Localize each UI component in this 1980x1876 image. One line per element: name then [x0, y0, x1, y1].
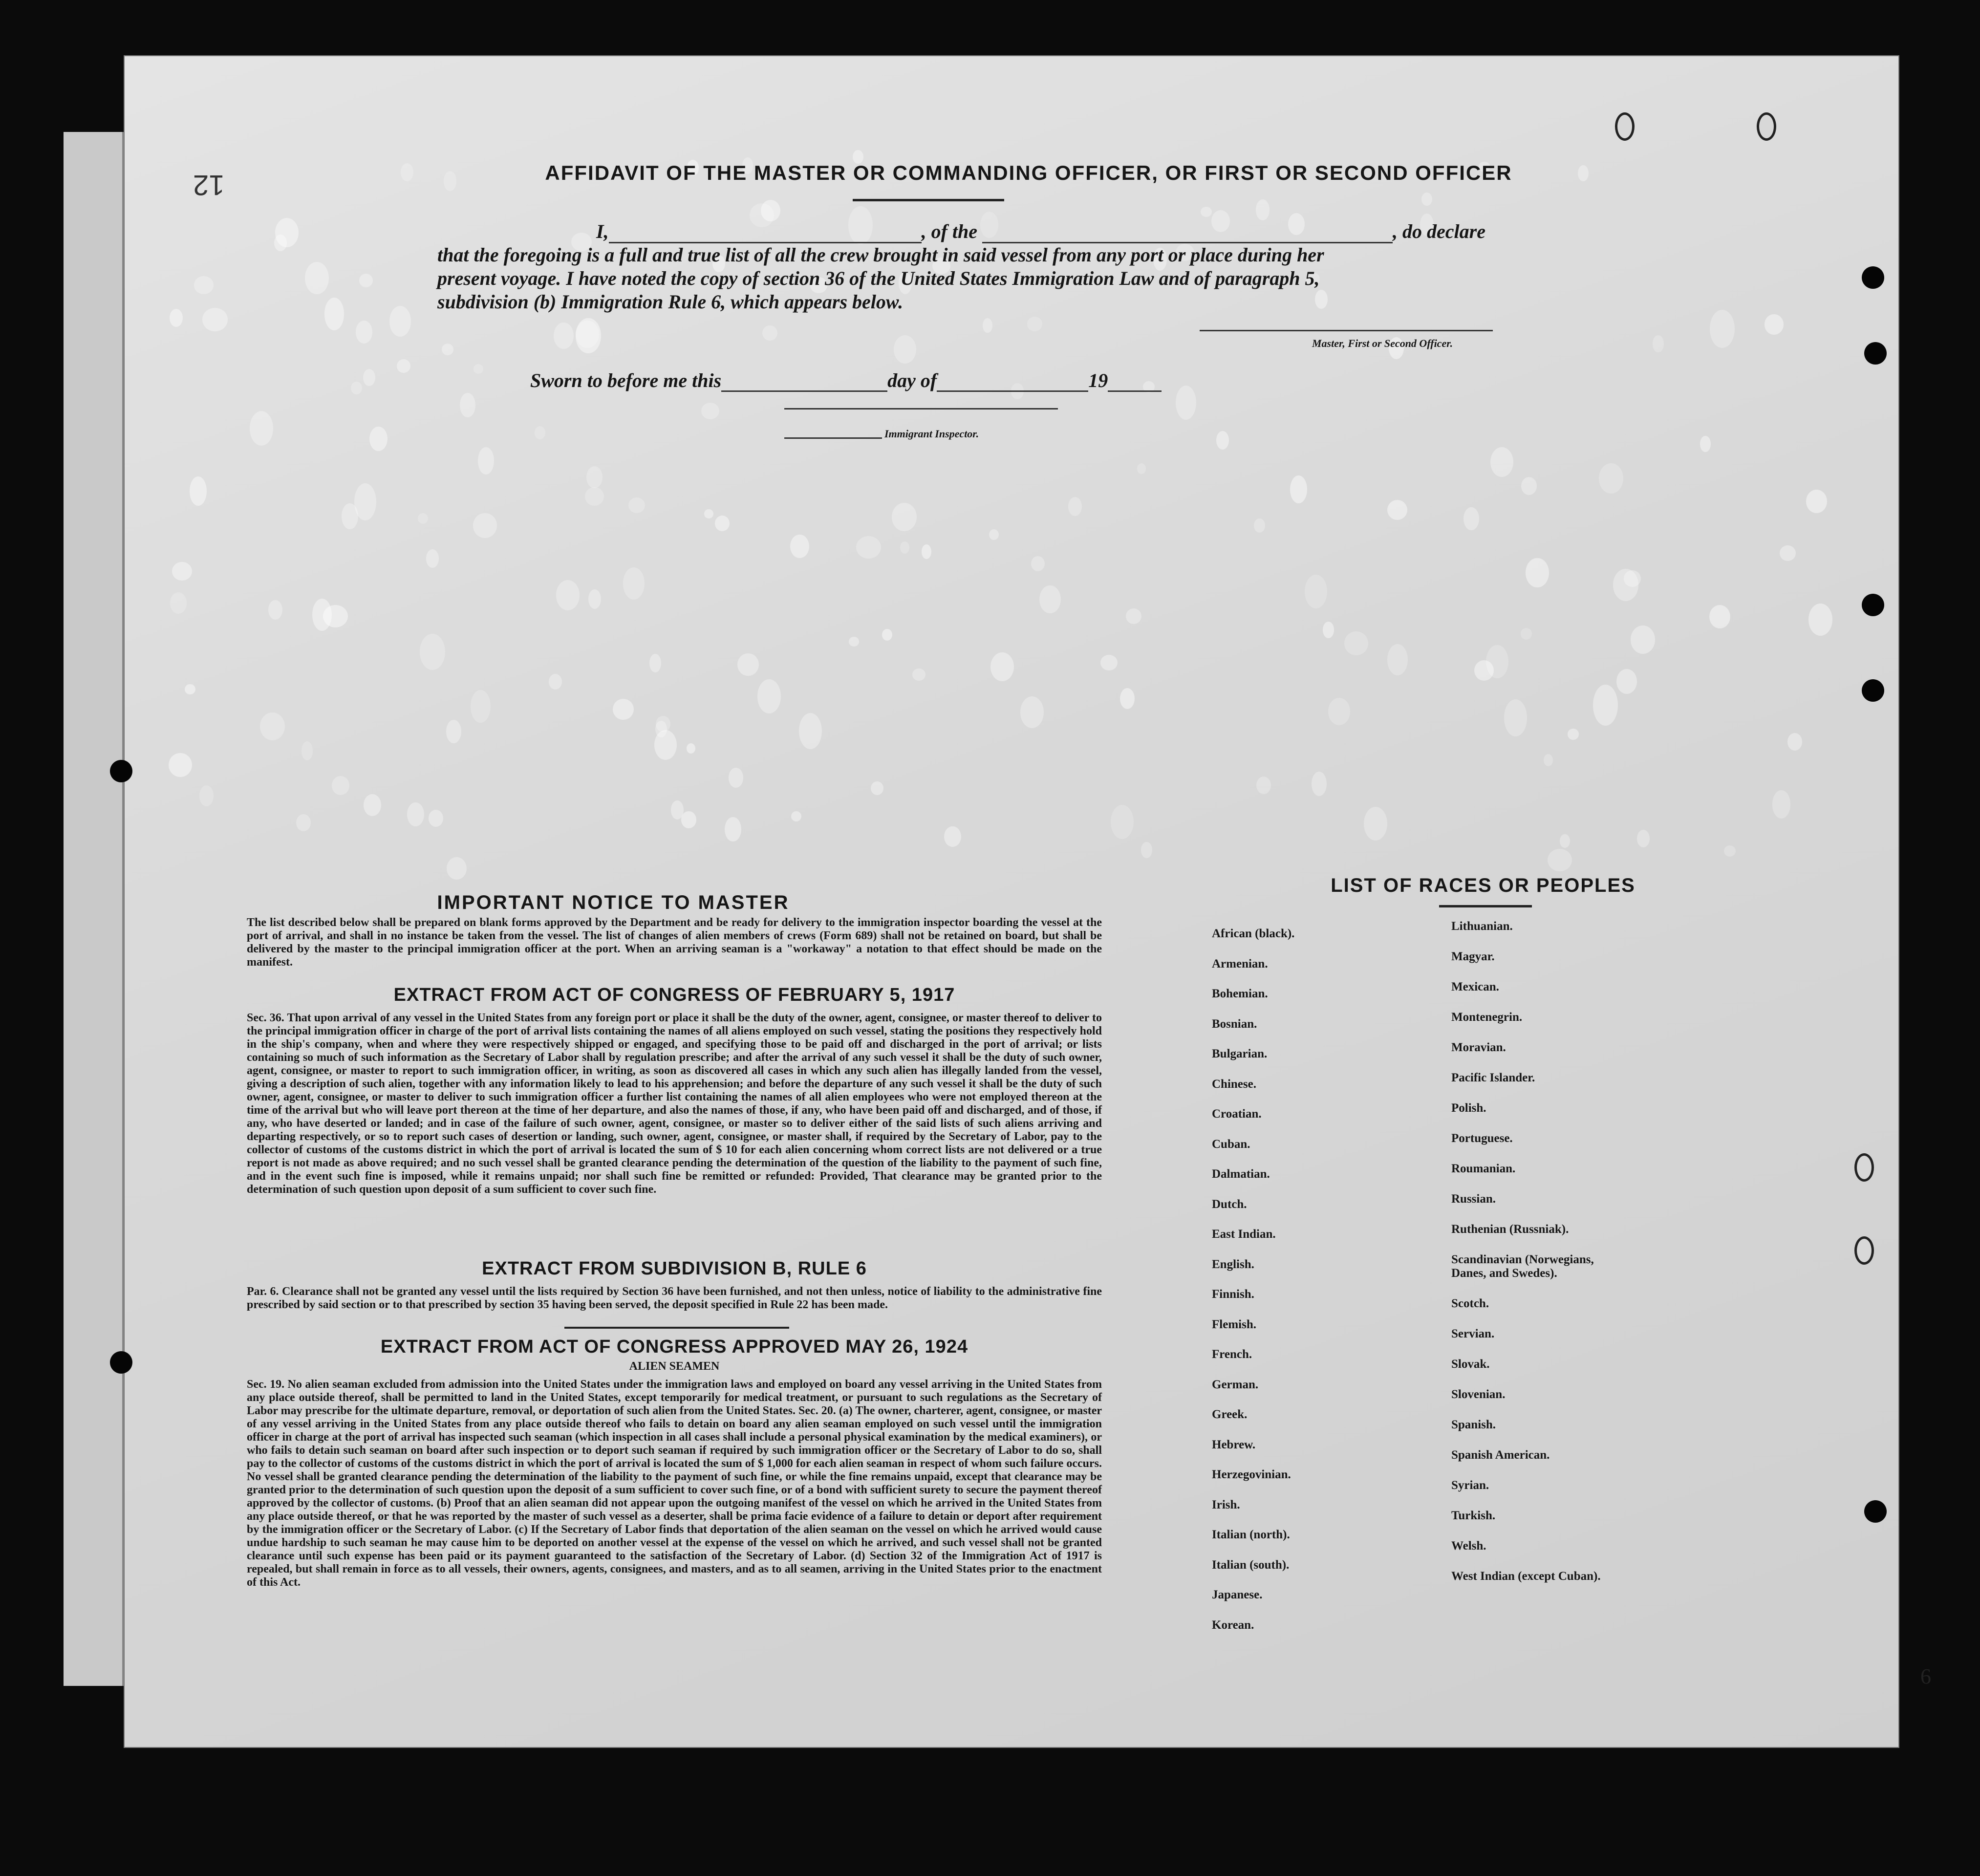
decl-line-2: that the foregoing is a full and true list of all the crew brought in said vessel from any port or place during her	[437, 244, 1324, 266]
microfilm-spot	[1526, 558, 1549, 588]
microfilm-spot	[444, 171, 456, 191]
microfilm-spot	[1387, 644, 1408, 675]
microfilm-spot	[359, 274, 373, 287]
race-item: Montenegrin.	[1451, 1011, 1523, 1024]
microfilm-spot	[894, 335, 917, 364]
microfilm-spot	[799, 713, 822, 749]
notice-body: The list described below shall be prepared on blank forms approved by the Department and be ready for delivery to the immigration inspector boarding the vessel at the port of arrival, and shall in no instance be taken from the vessel. The list of changes of alien members of crews (Form 689) shall not be retained on board, but shall be delivered by the master to the principal immigration officer at the port. When an arriving seaman is a "workaway" a notation to that effect should be made on the manifest.	[247, 916, 1102, 969]
race-item: Greek.	[1212, 1408, 1248, 1421]
race-item: Finnish.	[1212, 1288, 1254, 1301]
microfilm-spot	[172, 562, 192, 581]
microfilm-spot	[389, 306, 411, 336]
microfilm-spot	[1486, 645, 1508, 678]
manifest-back-sheet	[125, 56, 1931, 1747]
race-item: Cuban.	[1212, 1137, 1250, 1151]
microfilm-spot	[473, 364, 484, 374]
microfilm-spot	[420, 634, 445, 670]
microfilm-spot	[1772, 790, 1791, 818]
microfilm-spot	[588, 589, 602, 609]
microfilm-spot	[900, 541, 909, 554]
race-item: Turkish.	[1451, 1509, 1496, 1522]
microfilm-spot	[1463, 507, 1479, 530]
inspector-signature-line[interactable]	[784, 408, 1058, 410]
microfilm-spot	[1787, 733, 1802, 750]
microfilm-spot	[762, 325, 777, 341]
race-item: West Indian (except Cuban).	[1451, 1570, 1601, 1583]
ring-hole	[1854, 1236, 1874, 1265]
race-item: Spanish American.	[1451, 1448, 1550, 1462]
race-item: Armenian.	[1212, 957, 1268, 970]
microfilm-spot	[426, 549, 439, 567]
microfilm-spot	[556, 580, 580, 610]
microfilm-spot	[989, 529, 999, 540]
microfilm-spot	[1521, 628, 1532, 640]
sworn-month-blank[interactable]	[937, 373, 1088, 392]
race-item: English.	[1212, 1257, 1254, 1271]
microfilm-spot	[912, 668, 926, 681]
microfilm-spot	[1254, 518, 1265, 533]
microfilm-spot	[1126, 608, 1141, 624]
microfilm-spot	[1700, 436, 1710, 452]
microfilm-spot	[275, 218, 299, 247]
decl-of-the: , of the	[921, 220, 978, 242]
microfilm-spot	[1328, 698, 1350, 725]
microfilm-spot	[354, 483, 376, 520]
microfilm-spot	[586, 466, 602, 488]
microfilm-spot	[790, 535, 809, 558]
microfilm-spot	[990, 652, 1014, 681]
microfilm-spot	[871, 781, 883, 795]
extract-1917-title: EXTRACT FROM ACT OF CONGRESS OF FEBRUARY 5, 1917	[393, 985, 955, 1005]
underlying-page-number: 12	[193, 169, 225, 201]
microfilm-spot	[1568, 729, 1579, 739]
microfilm-spot	[296, 814, 311, 831]
microfilm-spot	[849, 637, 859, 647]
race-item: Croatian.	[1212, 1107, 1262, 1121]
race-item: Spanish.	[1451, 1418, 1496, 1431]
microfilm-spot	[1808, 604, 1832, 636]
race-item: Slovenian.	[1451, 1388, 1506, 1401]
microfilm-spot	[1031, 556, 1045, 571]
microfilm-spot	[1599, 463, 1623, 494]
microfilm-spot	[1305, 575, 1327, 608]
race-item: Russian.	[1451, 1192, 1496, 1206]
microfilm-spot	[324, 298, 344, 330]
microfilm-spot	[1637, 830, 1650, 847]
ring-hole	[1757, 112, 1776, 141]
race-item: Hebrew.	[1212, 1438, 1256, 1451]
microfilm-spot	[268, 600, 282, 620]
microfilm-spot	[199, 785, 214, 806]
decl-line-4: subdivision (b) Immigration Rule 6, which appears below.	[437, 291, 904, 313]
microfilm-spot	[397, 359, 410, 373]
microfilm-spot	[1176, 386, 1196, 420]
microfilm-spot	[554, 323, 574, 349]
affidavit-title-rule	[853, 199, 1004, 201]
race-item: German.	[1212, 1378, 1259, 1391]
race-item: Scotch.	[1451, 1297, 1489, 1310]
affidavit-declaration	[437, 220, 1537, 314]
microfilm-spot	[1765, 314, 1784, 335]
decl-do-declare: , do declare	[1393, 220, 1485, 242]
race-item: Polish.	[1451, 1101, 1486, 1115]
extract-1917-body: Sec. 36. That upon arrival of any vessel in the United States from any foreign port or place it shall be the duty of the owner, agent, consignee, or master thereof to deliver to the principal immigration officer in charge of the port of arrival lists containing the names of all aliens employed on such vessel, stating the positions they respectively hold in the ship's company, when and where they were respectively shipped or engaged, and specifying those to be paid off and discharged in the port of arrival; or lists containing so much of such information as the Secretary of Labor shall by regulation prescribe; and after the arrival of any such vessel it shall be the duty of such owner, agent, consignee, or master to report to such immigration officer, in writing, as soon as discovered all cases in which any such alien has illegally landed from the vessel, giving a description of such alien, together with any information likely to lead to his apprehension; and before the departure of any such vessel it shall be the duty of such owner, agent, consignee, or master to deliver to such immigration officer a further list containing the names of all alien employees who were not employed thereon at the time of the arrival but who will leave port thereon at the time of her departure, and also the names of those, if any, who have been paid off and discharged, and of those, if any, who have deserted or landed; and in case of the failure of such owner, agent, consignee, or master so to deliver either of the said lists of such aliens arriving and departing respectively, or so to report such cases of desertion or landing, such owner, agent, consignee, or master shall, if required by the Secretary of Labor, pay to the collector of customs of the customs district in which the port of arrival is located the sum of $ 10 for each alien concerning whom correct lists are not delivered or a true report is not made as above required; and no such vessel shall be granted clearance pending the determination of the question of the liability to the payment of such fine, and in the event such fine is imposed, while it remains unpaid; nor shall such fine be remitted or refunded: Provided, That clearance may be granted prior to the determination of such question upon deposit of a sum sufficient to cover such fine.	[247, 1012, 1102, 1196]
race-item: Dutch.	[1212, 1197, 1247, 1211]
microfilm-spot	[613, 699, 634, 720]
microfilm-spot	[628, 497, 646, 514]
ring-hole	[1854, 1153, 1874, 1182]
race-item: Japanese.	[1212, 1588, 1263, 1601]
binding-hole	[1864, 1500, 1887, 1523]
microfilm-spot	[471, 690, 491, 723]
underlying-page-edge	[64, 132, 124, 1686]
microfilm-spot	[364, 794, 381, 816]
microfilm-spot	[351, 382, 362, 395]
microfilm-spot	[190, 476, 207, 506]
microfilm-spot	[1120, 688, 1135, 709]
microfilm-spot	[473, 513, 497, 538]
race-item: Italian (north).	[1212, 1528, 1290, 1541]
microfilm-spot	[649, 654, 661, 672]
extract-1924-subtitle: ALIEN SEAMEN	[629, 1360, 720, 1373]
sworn-year-blank[interactable]	[1108, 373, 1162, 392]
microfilm-spot	[1560, 834, 1570, 848]
sworn-text: Sworn to before me this	[530, 369, 722, 391]
ring-hole	[1615, 112, 1635, 141]
microfilm-spot	[447, 857, 467, 880]
race-item: Korean.	[1212, 1618, 1254, 1632]
microfilm-spot	[401, 163, 414, 181]
race-item: African (black).	[1212, 927, 1295, 940]
race-item: Ruthenian (Russniak).	[1451, 1223, 1569, 1236]
microfilm-spot	[1039, 585, 1060, 613]
microfilm-spot	[681, 811, 696, 828]
affidavit-title: AFFIDAVIT OF THE MASTER OR COMMANDING OFFICER, OR FIRST OR SECOND OFFICER	[545, 161, 1512, 184]
section-divider	[564, 1327, 789, 1329]
microfilm-spot	[1504, 699, 1527, 736]
microfilm-spot	[418, 513, 428, 524]
microfilm-spot	[305, 262, 328, 294]
microfilm-spot	[654, 730, 677, 760]
sworn-day-blank[interactable]	[721, 373, 887, 392]
microfilm-spot	[791, 811, 801, 821]
decl-line-3: present voyage. I have noted the copy of section 36 of the United States Immigration Law and of paragraph 5,	[437, 267, 1320, 289]
sworn-day-of: day of	[887, 369, 937, 391]
microfilm-spot	[1216, 431, 1229, 450]
race-item: Pacific Islander.	[1451, 1071, 1535, 1084]
microfilm-spot	[1027, 317, 1042, 331]
binding-hole	[1862, 594, 1884, 616]
microfilm-spot	[983, 318, 992, 333]
microfilm-spot	[1653, 335, 1663, 352]
race-item: Herzegovinian.	[1212, 1468, 1291, 1481]
microfilm-spot	[715, 516, 730, 531]
race-item: Portuguese.	[1451, 1132, 1513, 1145]
microfilm-spot	[1290, 475, 1307, 503]
microfilm-spot	[369, 427, 387, 451]
microfilm-spot	[1020, 696, 1044, 728]
race-item: East Indian.	[1212, 1228, 1276, 1241]
microfilm-spot	[301, 741, 313, 760]
microfilm-spot	[1256, 776, 1271, 795]
microfilm-spot	[1613, 569, 1638, 601]
notice-title: IMPORTANT NOTICE TO MASTER	[437, 892, 790, 913]
microfilm-spot	[1780, 545, 1796, 561]
microfilm-spot	[1141, 842, 1152, 858]
microfilm-spot	[1544, 754, 1553, 766]
decl-i: I,	[596, 220, 609, 242]
microfilm-spot	[725, 817, 741, 841]
microfilm-spot	[1806, 490, 1827, 513]
binding-hole	[110, 760, 132, 782]
inspector-short-line	[784, 437, 882, 439]
microfilm-spot	[202, 308, 228, 331]
microfilm-spot	[1201, 207, 1212, 217]
microfilm-spot	[332, 776, 349, 795]
binding-hole	[1864, 342, 1887, 365]
microfilm-spot	[429, 810, 443, 827]
binding-hole	[110, 1351, 132, 1374]
microfilm-spot	[169, 753, 192, 777]
master-signature-line[interactable]	[1200, 330, 1493, 331]
microfilm-spot	[757, 679, 781, 713]
microfilm-spot	[1593, 685, 1618, 726]
microfilm-spot	[535, 426, 545, 439]
binding-hole	[1862, 266, 1884, 289]
microfilm-spot	[250, 411, 273, 446]
microfilm-spot	[737, 653, 759, 676]
race-item: Chinese.	[1212, 1077, 1256, 1091]
binding-hole	[1862, 679, 1884, 702]
microfilm-spot	[1137, 463, 1146, 474]
microfilm-spot	[585, 487, 604, 506]
microfilm-spot	[944, 826, 961, 847]
sworn-year-prefix: 19	[1088, 369, 1108, 391]
microfilm-spot	[729, 768, 743, 788]
microfilm-spot	[1616, 669, 1637, 694]
microfilm-spot	[407, 802, 424, 826]
microfilm-spot	[460, 393, 475, 417]
microfilm-spot	[185, 684, 195, 694]
microfilm-spot	[478, 447, 494, 474]
vessel-blank[interactable]	[982, 224, 1393, 243]
race-item: French.	[1212, 1348, 1252, 1361]
microfilm-spot	[312, 599, 332, 631]
microfilm-spot	[1724, 845, 1736, 857]
microfilm-spot	[1709, 605, 1730, 628]
corner-mark: 6	[1920, 1664, 1931, 1688]
microfilm-spot	[1521, 477, 1537, 495]
race-item: Flemish.	[1212, 1317, 1256, 1331]
microfilm-spot	[687, 743, 695, 754]
races-title: LIST OF RACES OR PEOPLES	[1331, 875, 1636, 896]
race-item: Mexican.	[1451, 980, 1499, 993]
microfilm-spot	[170, 309, 183, 327]
microfilm-spot	[704, 509, 713, 518]
race-item: Bohemian.	[1212, 987, 1268, 1000]
microfilm-spot	[1111, 805, 1134, 839]
microfilm-spot	[549, 674, 562, 690]
race-item: Scandinavian (Norwegians, Danes, and Swedes).	[1451, 1253, 1594, 1280]
microfilm-spot	[446, 720, 461, 743]
microfilm-spot	[1387, 500, 1407, 520]
microfilm-spot	[442, 344, 453, 355]
microfilm-spot	[892, 503, 916, 532]
microfilm-spot	[356, 321, 373, 344]
microfilm-spot	[856, 536, 881, 559]
sworn-statement	[530, 369, 1162, 392]
race-item: Italian (south).	[1212, 1558, 1290, 1572]
race-item: Moravian.	[1451, 1041, 1506, 1054]
microfilm-spot	[1344, 631, 1368, 655]
inspector-label: Immigrant Inspector.	[884, 428, 979, 440]
master-signature-label: Master, First or Second Officer.	[1312, 337, 1453, 349]
race-item: Roumanian.	[1451, 1162, 1516, 1175]
race-item: Magyar.	[1451, 950, 1495, 963]
microfilm-spot	[260, 712, 285, 740]
extract-rule6-body: Par. 6. Clearance shall not be granted any vessel until the lists required by Section 36 have been furnished, and not then unless, notice of liability to the administrative fine prescribed by said section or to that prescribed by section 35 having been served, the deposit specified in Rule 22 has been made.	[247, 1285, 1102, 1311]
race-item: Welsh.	[1451, 1539, 1486, 1553]
race-item: Dalmatian.	[1212, 1167, 1270, 1181]
race-item: Irish.	[1212, 1498, 1240, 1511]
microfilm-spot	[1068, 497, 1082, 516]
microfilm-spot	[1631, 625, 1655, 653]
extract-1924-title: EXTRACT FROM ACT OF CONGRESS APPROVED MAY 26, 1924	[380, 1337, 968, 1357]
race-item: Bosnian.	[1212, 1017, 1257, 1031]
race-item: Servian.	[1451, 1327, 1495, 1340]
races-title-rule	[1439, 905, 1532, 907]
microfilm-spot	[1490, 447, 1513, 477]
microfilm-spot	[1312, 772, 1327, 797]
race-item: Lithuanian.	[1451, 920, 1513, 933]
microfilm-spot	[576, 318, 601, 353]
microfilm-spot	[1548, 849, 1572, 871]
name-blank[interactable]	[609, 224, 922, 243]
microfilm-spot	[701, 403, 719, 419]
microfilm-spot	[194, 276, 214, 294]
race-item: Slovak.	[1451, 1358, 1490, 1371]
microfilm-spot	[1710, 310, 1735, 348]
race-item: Syrian.	[1451, 1479, 1489, 1492]
microfilm-spot	[1100, 655, 1118, 670]
microfilm-spot	[170, 592, 187, 614]
microfilm-spot	[1364, 807, 1387, 841]
microfilm-spot	[1421, 193, 1432, 206]
microfilm-spot	[1323, 622, 1334, 638]
microfilm-spot	[922, 544, 931, 559]
microfilm-spot	[882, 629, 892, 641]
extract-rule6-title: EXTRACT FROM SUBDIVISION B, RULE 6	[482, 1258, 867, 1279]
race-item: Bulgarian.	[1212, 1047, 1268, 1060]
microfilm-spot	[623, 567, 645, 600]
microfilm-spot	[1256, 199, 1270, 220]
microfilm-spot	[363, 369, 375, 386]
extract-1924-body: Sec. 19. No alien seaman excluded from admission into the United States under the immigration laws and employed on board any vessel arriving in the United States from any place outside thereof, shall be permitted to land in the United States, except temporarily for medical treatment, or pursuant to such regulations as the Secretary of Labor may prescribe for the ultimate departure, removal, or deportation of such alien from the United States. Sec. 20. (a) The owner, charterer, agent, consignee, or master of any vessel arriving in the United States from any place outside thereof who fails to detain on board any alien seaman employed on such vessel until the immigration officer in charge at the port of arrival has inspected such seaman (which inspection in all cases shall include a personal physical examination by the medical examiners), or who fails to detain such seaman on board after such inspection or to deport such seaman if required by such immigration officer or the Secretary of Labor to do so, shall pay to the collector of customs of the customs district in which the port of arrival is located the sum of $ 1,000 for each alien seaman in respect of whom such failure occurs. No vessel shall be granted clearance pending the determination of the liability to the payment of such fine, or while the fine remains unpaid, except that clearance may be granted prior to the determination of such question upon the deposit of a sum sufficient to cover such fine, or of a bond with sufficient surety to secure the payment thereof approved by the collector of customs. (b) Proof that an alien seaman did not appear upon the outgoing manifest of the vessel on which he arrived in the United States from any place outside thereof, or that he was reported by the master of such vessel as a deserter, shall be prima facie evidence of a failure to detain or deport after requirement by the immigration officer or the Secretary of Labor. (c) If the Secretary of Labor finds that deportation of the alien seaman on the vessel on which he arrived would cause undue hardship to such seaman he may cause him to be deported on another vessel at the expense of the vessel on which he arrived, and such vessel shall not be granted clearance until such expense has been paid or its payment guaranteed to the satisfaction of the Secretary of Labor. (d) Section 32 of the Immigration Act of 1917 is repealed, but shall remain in force as to all vessels, their owners, agents, consignees, and masters, and as to all seamen, arriving in the United States prior to the enactment of this Act.	[247, 1378, 1102, 1589]
